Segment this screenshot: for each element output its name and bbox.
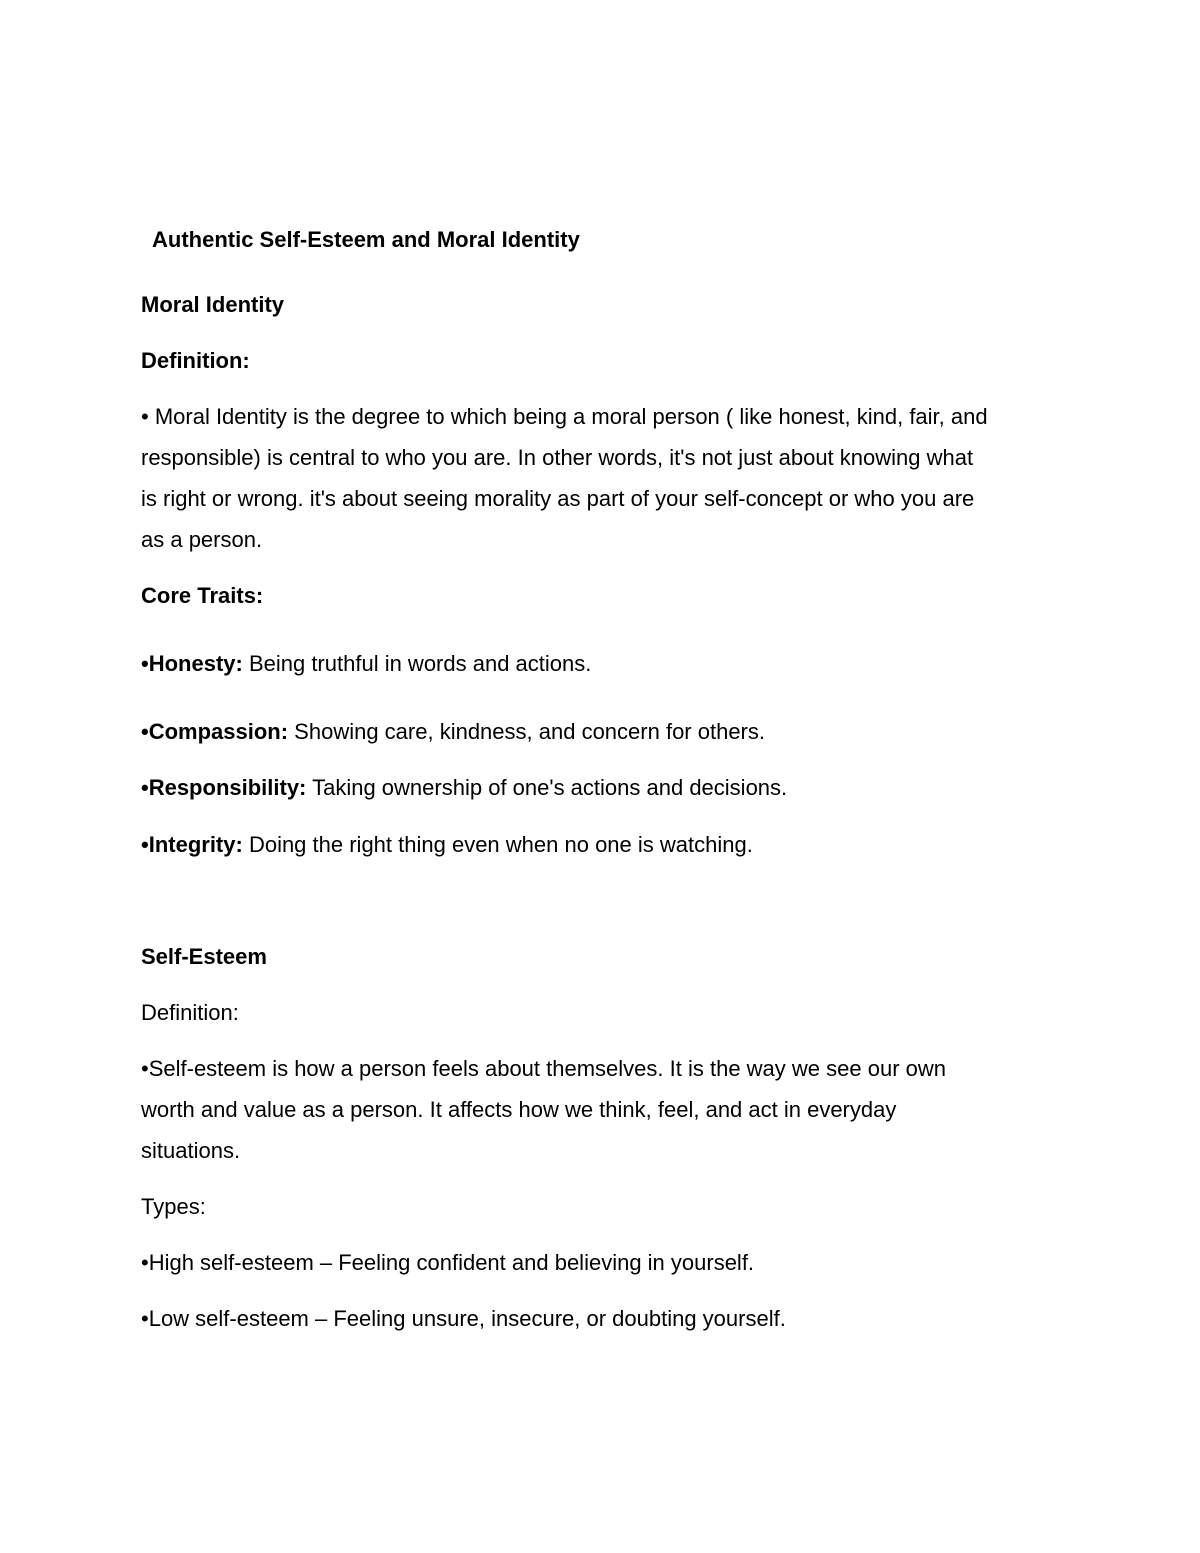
definition-line: •Self-esteem is how a person feels about themselves. It is the way we see our own: [141, 1056, 946, 1081]
definition-line: is right or wrong. it's about seeing morality as part of your self-concept or who you are: [141, 486, 975, 511]
self-esteem-definition-label: Definition:: [141, 1000, 239, 1025]
trait-term: •Honesty:: [141, 651, 243, 676]
definition-line: worth and value as a person. It affects how we think, feel, and act in everyday: [141, 1097, 897, 1122]
definition-line: responsible) is central to who you are. In other words, it's not just about knowing what: [141, 445, 974, 470]
trait-description: Showing care, kindness, and concern for others.: [288, 719, 765, 744]
core-traits-label: Core Traits:: [141, 583, 264, 608]
types-label: Types:: [141, 1194, 206, 1219]
trait-description: Taking ownership of one's actions and decisions.: [306, 775, 788, 800]
moral-identity-definition-label: Definition:: [141, 348, 250, 373]
moral-identity-heading: Moral Identity: [141, 292, 285, 317]
document-title: Authentic Self-Esteem and Moral Identity: [152, 227, 580, 252]
definition-line: • Moral Identity is the degree to which being a moral person ( like honest, kind, fair, and: [141, 404, 988, 429]
trait-compassion: [141, 719, 765, 745]
definition-line: as a person.: [141, 527, 263, 552]
definition-line: situations.: [141, 1138, 241, 1163]
trait-description: Being truthful in words and actions.: [242, 651, 592, 676]
trait-integrity: [141, 832, 753, 858]
moral-identity-definition: [141, 396, 1061, 560]
type-high-self-esteem: •High self-esteem – Feeling confident and believing in yourself.: [141, 1250, 755, 1275]
self-esteem-heading: Self-Esteem: [141, 944, 267, 969]
trait-term: •Compassion:: [141, 719, 289, 744]
self-esteem-definition: [141, 1048, 1061, 1171]
trait-term: •Responsibility:: [141, 775, 307, 800]
type-low-self-esteem: •Low self-esteem – Feeling unsure, insecure, or doubting yourself.: [141, 1306, 786, 1331]
trait-description: Doing the right thing even when no one is watching.: [242, 832, 753, 857]
trait-term: •Integrity:: [141, 832, 243, 857]
trait-responsibility: [141, 775, 787, 801]
trait-honesty: [141, 651, 591, 677]
